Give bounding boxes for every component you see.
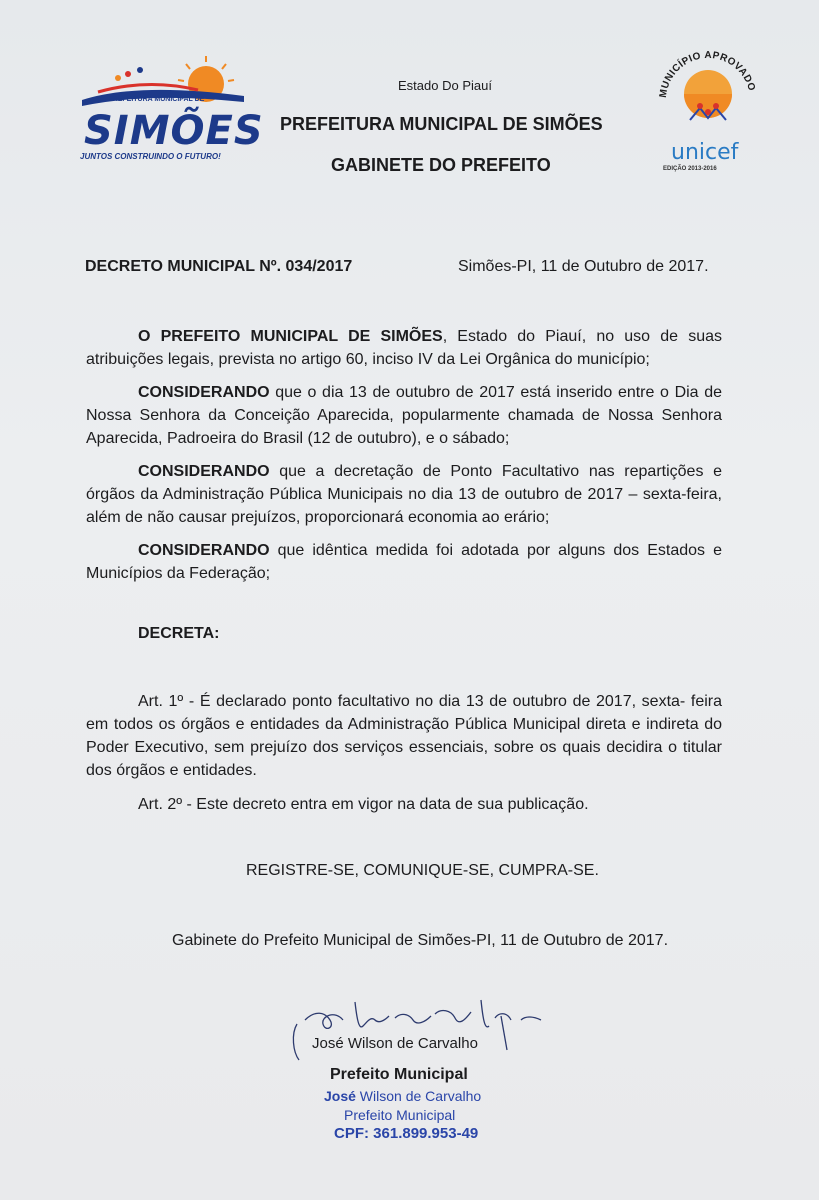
decree-place-date: Simões-PI, 11 de Outubro de 2017. (458, 258, 709, 275)
stamp-title: Prefeito Municipal (344, 1107, 456, 1123)
considerando-paragraph-3 (86, 539, 722, 585)
signature-name: José Wilson de Carvalho (312, 1035, 478, 1052)
article-1 (86, 690, 722, 782)
handwritten-signature (285, 990, 555, 1070)
unicef-wordmark: unicef (671, 140, 739, 165)
considerando-label: CONSIDERANDO (138, 542, 270, 559)
considerando-text-3: que idêntica medida foi adotada por alguns dos Estados e Municípios da Federação; (86, 542, 722, 582)
header-state: Estado Do Piauí (398, 78, 492, 93)
decreta-heading: DECRETA: (138, 625, 220, 642)
unicef-seal (652, 42, 762, 182)
stamp-name-bold: José (324, 1088, 356, 1104)
seal-emblem-icon (652, 42, 762, 142)
considerando-paragraph-1 (86, 381, 722, 450)
header-gabinete: GABINETE DO PREFEITO (331, 155, 551, 175)
article-1-text: Art. 1º - É declarado ponto facultativo no dia 13 de outubro de 2017, sexta- feira em todos os órgãos e entidades da Administração Pública Municipal direta e indireta do Poder Executivo, sem prejuízo dos serviços essenciais, sobre os quais decidira o titular dos órgãos e entidades. (86, 693, 722, 779)
preamble-text: , Estado do Piauí, no uso de suas atribuições legais, prevista no artigo 60, inciso IV da Lei Orgânica do município; (86, 328, 722, 368)
stamp-name (324, 1088, 481, 1104)
gabinete-line: Gabinete do Prefeito Municipal de Simões-PI, 11 de Outubro de 2017. (172, 932, 669, 949)
logo-tagline: JUNTOS CONSTRUINDO O FUTURO! (80, 152, 221, 161)
registre-line: REGISTRE-SE, COMUNIQUE-SE, CUMPRA-SE. (246, 862, 599, 879)
article-2 (86, 793, 722, 816)
preamble-bold: O PREFEITO MUNICIPAL DE SIMÕES (138, 328, 443, 345)
preamble-paragraph (86, 325, 722, 371)
logo-wordmark: SIMÕES (84, 108, 264, 154)
sun-landscape-icon (78, 52, 248, 112)
logo-topline: PREFEITURA MUNICIPAL DE (108, 96, 205, 103)
stamp-cpf: CPF: 361.899.953-49 (334, 1125, 479, 1142)
simoes-logo (78, 52, 264, 162)
seal-edition: EDIÇÃO 2013-2016 (663, 166, 717, 172)
decree-number: DECRETO MUNICIPAL Nº. 034/2017 (85, 258, 353, 275)
header-prefeitura: PREFEITURA MUNICIPAL DE SIMÕES (280, 114, 603, 134)
considerando-text-1: que o dia 13 de outubro de 2017 está inserido entre o Dia de Nossa Senhora da Conceição Aparecida, popularmente chamada de Nossa Senhora Aparecida, Padroeira do Brasil (12 de outubro), e o sábado; (86, 384, 722, 447)
considerando-label: CONSIDERANDO (138, 463, 270, 480)
seal-arc-text: MUNICÍPIO APROVADO (657, 49, 758, 99)
considerando-text-2: que a decretação de Ponto Facultativo nas repartições e órgãos da Administração Pública Municipais no dia 13 de outubro de 2017 – sexta-feira, além de não causar prejuízos, proporcionará economia ao erário; (86, 463, 722, 526)
article-2-text: Art. 2º - Este decreto entra em vigor na data de sua publicação. (138, 796, 589, 813)
considerando-paragraph-2 (86, 460, 722, 529)
considerando-label: CONSIDERANDO (138, 384, 270, 401)
stamp-name-rest: Wilson de Carvalho (355, 1088, 482, 1104)
signature-title: Prefeito Municipal (330, 1066, 468, 1083)
